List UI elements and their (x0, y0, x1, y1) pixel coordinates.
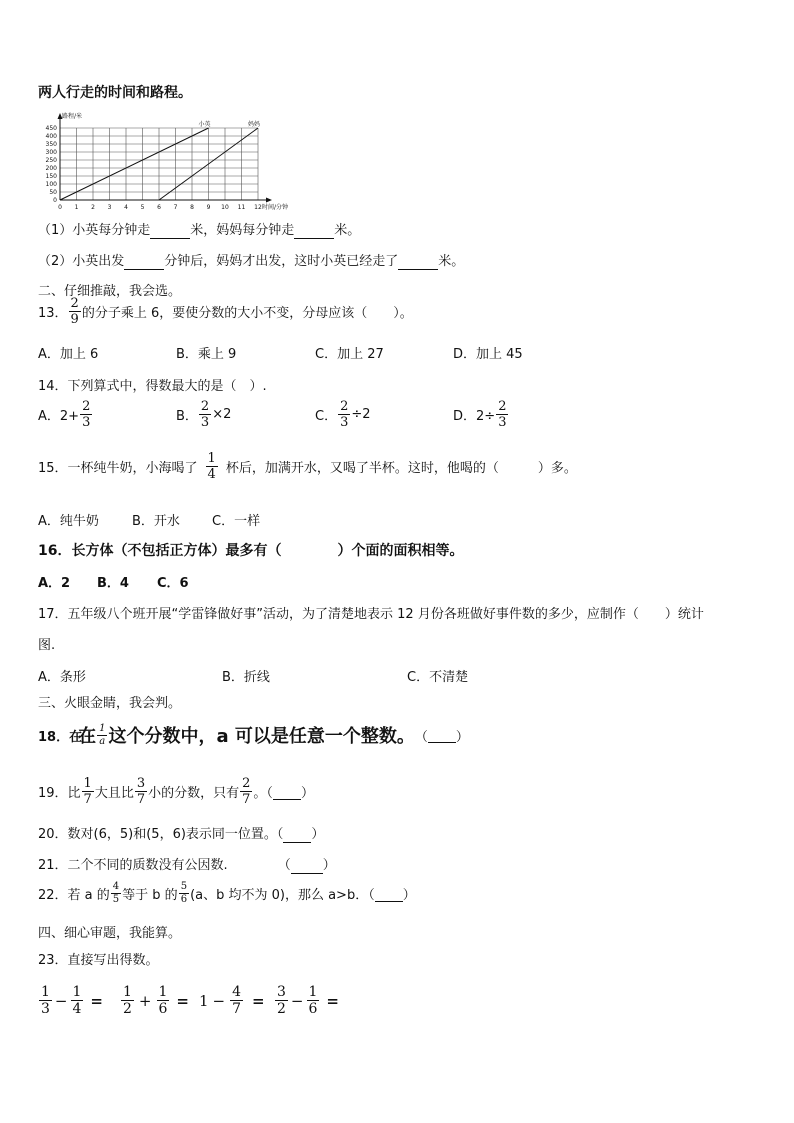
series-line-0 (60, 128, 209, 200)
section-3-title: 三、火眼金睛，我会判。 (38, 696, 182, 711)
question-2 (38, 250, 464, 270)
q1-blank-2[interactable] (294, 223, 334, 239)
question-16: 16．长方体（不包括正方体）最多有（ ）个面的面积相等。 (38, 543, 464, 559)
chart-axes (58, 113, 273, 203)
y-tick-label: 0 (53, 197, 57, 204)
q2-text-a: （2）小英出发 (38, 254, 125, 269)
q1-text-a: （1）小英每分钟走 (38, 223, 151, 238)
x-tick-label: 9 (206, 204, 211, 211)
q13-number: 13． (38, 306, 68, 321)
q13-option-a[interactable]: A．加上 6 (38, 347, 99, 362)
x-tick-label: 12 (254, 204, 262, 211)
x-tick-label: 4 (124, 204, 128, 211)
x-axis-label: 时间/分钟 (262, 204, 289, 211)
x-tick-label: 7 (173, 204, 178, 211)
y-tick-label: 400 (45, 133, 57, 140)
x-tick-label: 8 (190, 204, 194, 211)
q16-option-c[interactable]: C．6 (157, 576, 189, 591)
question-21: 21．二个不同的质数没有公因数. （ ） (38, 858, 336, 873)
y-tick-label: 450 (45, 125, 57, 132)
x-tick-label: 2 (91, 204, 95, 211)
y-tick-label: 250 (45, 157, 57, 164)
q14-option-d[interactable]: D．2÷ $\frac{2}{3}$ (453, 399, 507, 430)
y-tick-label: 100 (45, 181, 57, 188)
calc-expression-1: $\frac{1}{3}$ − $\frac{1}{4}$ = (41, 984, 103, 1017)
q2-text-c: 米。 (438, 254, 465, 269)
y-tick-label: 150 (45, 173, 57, 180)
q14-option-c[interactable]: C． $\frac{2}{3}$ ÷2 (315, 399, 371, 430)
q13-option-d[interactable]: D．加上 45 (453, 347, 523, 362)
q13-option-c[interactable]: C．加上 27 (315, 347, 384, 362)
question-20: 20．数对(6，5)和(5，6)表示同一位置。（ ） (38, 827, 325, 842)
q14-option-a[interactable]: A．2+ $\frac{2}{3}$ (38, 399, 91, 430)
q20-answer-blank[interactable] (283, 827, 311, 843)
question-15 (38, 452, 577, 481)
q13-option-b[interactable]: B．乘上 9 (176, 347, 237, 362)
q2-blank-1[interactable] (124, 254, 164, 270)
calc-expression-3: 1 − $\frac{4}{7}$ = (199, 984, 265, 1017)
x-tick-label: 3 (107, 204, 112, 211)
q14-option-b[interactable]: B． $\frac{2}{3}$ ×2 (176, 399, 232, 430)
q1-blank-1[interactable] (150, 223, 190, 239)
x-tick-label: 6 (157, 204, 161, 211)
question-13 (38, 297, 413, 326)
q1-text-c: 米。 (334, 223, 361, 238)
x-tick-label: 11 (237, 204, 246, 211)
question-14: 14．下列算式中，得数最大的是（ ）. (38, 379, 267, 394)
question-19: 19．比 $\frac{1}{7}$ 大且比 $\frac{3}{7}$ 小的分数，只有 $\frac{2}{7}$ 。（ ） (38, 776, 314, 807)
q17-option-c[interactable]: C．不清楚 (407, 670, 469, 685)
x-tick-label: 5 (140, 204, 145, 211)
x-axis-arrow (266, 198, 272, 203)
series-label: 小英 (198, 121, 211, 128)
q16-option-a[interactable]: A．2 (38, 576, 71, 591)
question-18: 18．在 在 $\frac{1}{a}$ 这个分数中，a 可以是任意一个整数。 （ ） (38, 722, 469, 747)
q1-text-b: 米，妈妈每分钟走 (190, 223, 295, 238)
distance-time-chart (38, 112, 289, 212)
y-tick-label: 50 (49, 189, 57, 196)
q16-option-b[interactable]: B．4 (97, 576, 129, 591)
q22-answer-blank[interactable] (375, 886, 403, 902)
q15-option-a[interactable]: A．纯牛奶 (38, 514, 99, 529)
chart-grid (60, 128, 258, 200)
x-tick-label: 1 (74, 204, 79, 211)
chart-labels (46, 112, 288, 211)
q18-fraction: $\frac{1}{a}$ (99, 722, 106, 747)
q17-option-a[interactable]: A．条形 (38, 670, 86, 685)
q15-option-c[interactable]: C．一样 (212, 514, 261, 529)
calc-expression-2: $\frac{1}{2}$ + $\frac{1}{6}$ = (123, 984, 189, 1017)
q2-blank-2[interactable] (398, 254, 438, 270)
section-4-title: 四、细心审题，我能算。 (38, 926, 182, 941)
q15-text-a: 15．一杯纯牛奶，小海喝了 (38, 461, 198, 476)
y-axis-label: 路程/米 (62, 113, 83, 120)
q2-text-b: 分钟后，妈妈才出发，这时小英已经走了 (164, 254, 399, 269)
q13-text: 的分子乘上 6，要使分数的大小不变，分母应该（ ）。 (81, 306, 413, 321)
series-label: 妈妈 (248, 121, 261, 128)
x-tick-label: 0 (58, 204, 62, 211)
y-tick-label: 350 (45, 141, 57, 148)
calc-expression-4: $\frac{3}{2}$ − $\frac{1}{6}$ = (277, 984, 339, 1017)
section-2-title: 二、仔细推敲，我会选。 (38, 284, 182, 299)
intro-text: 两人行走的时间和路程。 (38, 85, 192, 101)
question-23: 23．直接写出得数。 (38, 953, 159, 968)
q17-option-b[interactable]: B．折线 (222, 670, 270, 685)
y-tick-label: 300 (45, 149, 57, 156)
question-1 (38, 219, 360, 239)
q15-fraction: $\frac{1}{4}$ (207, 451, 216, 482)
question-22: 22．若 a 的 $\frac{4}{5}$ 等于 b 的 $\frac{5}{6}$ (a、b 均不为 0)，那么 a>b．（ ） (38, 881, 416, 905)
q15-option-b[interactable]: B．开水 (132, 514, 180, 529)
q18-answer-blank[interactable] (428, 727, 456, 743)
y-tick-label: 200 (45, 165, 57, 172)
q19-answer-blank[interactable] (273, 784, 301, 800)
q13-fraction: $\frac{2}{9}$ (70, 296, 79, 327)
question-17-line1: 17．五年级八个班开展“学雷锋做好事”活动，为了清楚地表示 12 月份各班做好事件数的多少，应制作（ ）统计 (38, 607, 704, 622)
q21-answer-blank[interactable] (291, 858, 323, 874)
x-tick-label: 10 (221, 204, 229, 211)
q15-text-b: 杯后，加满开水，又喝了半杯。这时，他喝的（ ）多。 (225, 461, 577, 476)
question-17-line2: 图. (38, 638, 56, 653)
